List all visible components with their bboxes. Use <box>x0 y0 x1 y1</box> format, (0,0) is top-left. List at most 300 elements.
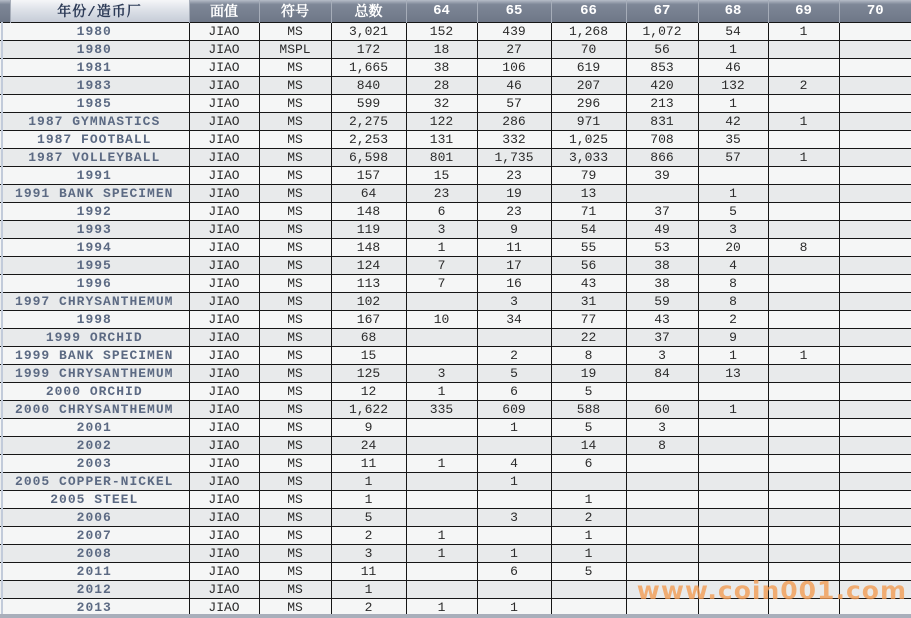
denomination-cell: JIAO <box>189 40 259 58</box>
grade-68-cell: 13 <box>698 364 768 382</box>
table-row <box>0 22 911 40</box>
year-mint-cell[interactable]: 2005 COPPER-NICKEL <box>0 472 189 490</box>
grade-65-cell: 23 <box>477 166 551 184</box>
grade-67-cell <box>626 382 698 400</box>
denomination-cell: JIAO <box>189 238 259 256</box>
year-mint-cell[interactable]: 2002 <box>0 436 189 454</box>
grade-66-cell: 43 <box>551 274 626 292</box>
grade-65-cell <box>477 328 551 346</box>
grade-69-cell <box>768 274 839 292</box>
total-cell: 24 <box>331 436 406 454</box>
grade-69-cell <box>768 544 839 562</box>
grade-66-cell: 71 <box>551 202 626 220</box>
column-header-grade-67: 67 <box>626 0 698 22</box>
table-row <box>0 472 911 490</box>
grade-64-cell <box>406 472 477 490</box>
grade-70-cell <box>839 454 911 472</box>
denomination-cell: JIAO <box>189 598 259 616</box>
grade-67-cell: 49 <box>626 220 698 238</box>
grade-68-cell: 4 <box>698 256 768 274</box>
total-cell: 102 <box>331 292 406 310</box>
grade-65-cell: 439 <box>477 22 551 40</box>
table-row <box>0 508 911 526</box>
grade-68-cell: 46 <box>698 58 768 76</box>
grade-66-cell: 19 <box>551 364 626 382</box>
table-row <box>0 220 911 238</box>
symbol-cell: MS <box>259 418 331 436</box>
year-mint-cell[interactable]: 1991 <box>0 166 189 184</box>
grade-68-cell: 1 <box>698 184 768 202</box>
symbol-cell: MS <box>259 184 331 202</box>
table-row <box>0 346 911 364</box>
table-row <box>0 58 911 76</box>
grade-68-cell: 132 <box>698 76 768 94</box>
grade-65-cell <box>477 490 551 508</box>
symbol-cell: MS <box>259 76 331 94</box>
denomination-cell: JIAO <box>189 382 259 400</box>
grade-66-cell: 14 <box>551 436 626 454</box>
total-cell: 2,253 <box>331 130 406 148</box>
symbol-cell: MS <box>259 382 331 400</box>
grade-64-cell: 28 <box>406 76 477 94</box>
total-cell: 119 <box>331 220 406 238</box>
symbol-cell: MSPL <box>259 40 331 58</box>
denomination-cell: JIAO <box>189 310 259 328</box>
symbol-cell: MS <box>259 58 331 76</box>
symbol-cell: MS <box>259 166 331 184</box>
grade-64-cell: 18 <box>406 40 477 58</box>
table-row <box>0 436 911 454</box>
grade-69-cell: 8 <box>768 238 839 256</box>
year-mint-cell[interactable]: 1981 <box>0 58 189 76</box>
grade-68-cell <box>698 472 768 490</box>
grade-67-cell: 56 <box>626 40 698 58</box>
grade-69-cell <box>768 400 839 418</box>
year-mint-cell[interactable]: 1999 CHRYSANTHEMUM <box>0 364 189 382</box>
grade-67-cell <box>626 472 698 490</box>
denomination-cell: JIAO <box>189 580 259 598</box>
symbol-cell: MS <box>259 472 331 490</box>
symbol-cell: MS <box>259 454 331 472</box>
grade-68-cell <box>698 436 768 454</box>
grade-64-cell: 3 <box>406 220 477 238</box>
grade-67-cell: 60 <box>626 400 698 418</box>
denomination-cell: JIAO <box>189 112 259 130</box>
symbol-cell: MS <box>259 508 331 526</box>
grade-68-cell <box>698 508 768 526</box>
denomination-cell: JIAO <box>189 508 259 526</box>
grade-68-cell: 1 <box>698 346 768 364</box>
grade-66-cell: 6 <box>551 454 626 472</box>
total-cell: 124 <box>331 256 406 274</box>
grade-69-cell: 1 <box>768 112 839 130</box>
total-cell: 157 <box>331 166 406 184</box>
symbol-cell: MS <box>259 94 331 112</box>
grade-66-cell: 8 <box>551 346 626 364</box>
grade-66-cell: 55 <box>551 238 626 256</box>
column-header-grade-70: 70 <box>839 0 911 22</box>
year-mint-cell[interactable]: 1985 <box>0 94 189 112</box>
grade-68-cell: 1 <box>698 94 768 112</box>
total-cell: 2 <box>331 598 406 616</box>
grade-70-cell <box>839 58 911 76</box>
table-row <box>0 562 911 580</box>
year-mint-cell[interactable]: 1995 <box>0 256 189 274</box>
grade-67-cell: 38 <box>626 274 698 292</box>
grade-69-cell <box>768 364 839 382</box>
column-header-grade-69: 69 <box>768 0 839 22</box>
grade-66-cell: 2 <box>551 508 626 526</box>
year-mint-cell[interactable]: 1980 <box>0 22 189 40</box>
grade-67-cell: 866 <box>626 148 698 166</box>
table-row <box>0 256 911 274</box>
table-row <box>0 364 911 382</box>
grade-66-cell: 207 <box>551 76 626 94</box>
symbol-cell: MS <box>259 310 331 328</box>
denomination-cell: JIAO <box>189 454 259 472</box>
total-cell: 1,665 <box>331 58 406 76</box>
grade-66-cell: 54 <box>551 220 626 238</box>
column-header-grade-65: 65 <box>477 0 551 22</box>
grade-64-cell: 1 <box>406 598 477 616</box>
grade-66-cell: 588 <box>551 400 626 418</box>
grade-65-cell: 34 <box>477 310 551 328</box>
grade-68-cell <box>698 418 768 436</box>
denomination-cell: JIAO <box>189 526 259 544</box>
symbol-cell: MS <box>259 22 331 40</box>
table-row <box>0 202 911 220</box>
symbol-cell: MS <box>259 256 331 274</box>
year-mint-cell[interactable]: 1987 FOOTBALL <box>0 130 189 148</box>
year-mint-cell[interactable]: 1980 <box>0 40 189 58</box>
table-row <box>0 130 911 148</box>
column-header-total: 总数 <box>331 0 406 22</box>
grade-69-cell: 1 <box>768 148 839 166</box>
total-cell: 113 <box>331 274 406 292</box>
grade-70-cell <box>839 76 911 94</box>
grade-70-cell <box>839 364 911 382</box>
grade-66-cell: 31 <box>551 292 626 310</box>
grade-70-cell <box>839 400 911 418</box>
year-mint-cell[interactable]: 1997 CHRYSANTHEMUM <box>0 292 189 310</box>
grade-64-cell: 152 <box>406 22 477 40</box>
grade-66-cell: 296 <box>551 94 626 112</box>
grade-66-cell: 1,268 <box>551 22 626 40</box>
symbol-cell: MS <box>259 292 331 310</box>
total-cell: 148 <box>331 202 406 220</box>
denomination-cell: JIAO <box>189 292 259 310</box>
grade-68-cell: 1 <box>698 400 768 418</box>
grade-66-cell: 79 <box>551 166 626 184</box>
year-mint-cell[interactable]: 1998 <box>0 310 189 328</box>
grade-67-cell: 3 <box>626 346 698 364</box>
grade-69-cell <box>768 328 839 346</box>
grade-65-cell: 1 <box>477 598 551 616</box>
grade-65-cell: 11 <box>477 238 551 256</box>
grade-69-cell <box>768 94 839 112</box>
year-mint-cell[interactable]: 1999 ORCHID <box>0 328 189 346</box>
year-mint-cell[interactable]: 2007 <box>0 526 189 544</box>
grade-64-cell <box>406 490 477 508</box>
year-mint-cell[interactable]: 1993 <box>0 220 189 238</box>
table-row <box>0 310 911 328</box>
year-mint-cell[interactable]: 2005 STEEL <box>0 490 189 508</box>
table-row <box>0 544 911 562</box>
grade-69-cell: 2 <box>768 76 839 94</box>
grade-65-cell: 1 <box>477 544 551 562</box>
total-cell: 11 <box>331 562 406 580</box>
grade-65-cell: 106 <box>477 58 551 76</box>
table-row <box>0 526 911 544</box>
total-cell: 2,275 <box>331 112 406 130</box>
grade-66-cell: 56 <box>551 256 626 274</box>
grade-68-cell <box>698 490 768 508</box>
grade-69-cell <box>768 166 839 184</box>
grade-70-cell <box>839 508 911 526</box>
year-mint-cell[interactable]: 1983 <box>0 76 189 94</box>
year-mint-cell[interactable]: 2001 <box>0 418 189 436</box>
grade-70-cell <box>839 526 911 544</box>
grade-66-cell <box>551 472 626 490</box>
grade-68-cell: 8 <box>698 274 768 292</box>
table-row <box>0 76 911 94</box>
grade-65-cell: 57 <box>477 94 551 112</box>
symbol-cell: MS <box>259 346 331 364</box>
grade-64-cell: 1 <box>406 454 477 472</box>
year-mint-cell[interactable]: 1991 BANK SPECIMEN <box>0 184 189 202</box>
denomination-cell: JIAO <box>189 346 259 364</box>
grade-69-cell <box>768 292 839 310</box>
grade-68-cell: 35 <box>698 130 768 148</box>
table-row <box>0 292 911 310</box>
symbol-cell: MS <box>259 220 331 238</box>
column-header-grade-64: 64 <box>406 0 477 22</box>
denomination-cell: JIAO <box>189 76 259 94</box>
denomination-cell: JIAO <box>189 58 259 76</box>
year-mint-cell[interactable]: 1987 GYMNASTICS <box>0 112 189 130</box>
grade-69-cell <box>768 130 839 148</box>
grade-69-cell <box>768 472 839 490</box>
grade-67-cell: 420 <box>626 76 698 94</box>
grade-68-cell: 9 <box>698 328 768 346</box>
grade-66-cell: 1 <box>551 490 626 508</box>
table-row <box>0 490 911 508</box>
grade-70-cell <box>839 436 911 454</box>
grade-65-cell: 6 <box>477 382 551 400</box>
table-row <box>0 184 911 202</box>
grade-67-cell: 1,072 <box>626 22 698 40</box>
grade-67-cell: 853 <box>626 58 698 76</box>
year-mint-cell[interactable]: 1994 <box>0 238 189 256</box>
grade-65-cell: 27 <box>477 40 551 58</box>
symbol-cell: MS <box>259 562 331 580</box>
year-mint-cell[interactable]: 2011 <box>0 562 189 580</box>
grade-67-cell: 43 <box>626 310 698 328</box>
grade-66-cell: 22 <box>551 328 626 346</box>
total-cell: 1 <box>331 472 406 490</box>
grade-70-cell <box>839 346 911 364</box>
grade-64-cell: 3 <box>406 364 477 382</box>
grade-65-cell: 4 <box>477 454 551 472</box>
year-mint-cell[interactable]: 1999 BANK SPECIMEN <box>0 346 189 364</box>
grade-65-cell: 5 <box>477 364 551 382</box>
symbol-cell: MS <box>259 130 331 148</box>
year-mint-cell[interactable]: 2003 <box>0 454 189 472</box>
total-cell: 11 <box>331 454 406 472</box>
grade-65-cell: 16 <box>477 274 551 292</box>
denomination-cell: JIAO <box>189 544 259 562</box>
grade-67-cell <box>626 454 698 472</box>
year-mint-cell[interactable]: 1987 VOLLEYBALL <box>0 148 189 166</box>
total-cell: 2 <box>331 526 406 544</box>
total-cell: 5 <box>331 508 406 526</box>
grade-69-cell: 1 <box>768 22 839 40</box>
table-row <box>0 148 911 166</box>
year-mint-cell[interactable]: 2000 ORCHID <box>0 382 189 400</box>
grade-67-cell <box>626 490 698 508</box>
grade-64-cell <box>406 328 477 346</box>
grade-65-cell: 6 <box>477 562 551 580</box>
grade-66-cell: 3,033 <box>551 148 626 166</box>
symbol-cell: MS <box>259 202 331 220</box>
total-cell: 1,622 <box>331 400 406 418</box>
table-row <box>0 418 911 436</box>
grade-67-cell <box>626 544 698 562</box>
symbol-cell: MS <box>259 436 331 454</box>
year-mint-cell[interactable]: 2000 CHRYSANTHEMUM <box>0 400 189 418</box>
grade-68-cell <box>698 562 768 580</box>
denomination-cell: JIAO <box>189 220 259 238</box>
total-cell: 1 <box>331 580 406 598</box>
grade-70-cell <box>839 544 911 562</box>
year-mint-cell[interactable]: 2006 <box>0 508 189 526</box>
symbol-cell: MS <box>259 400 331 418</box>
grade-64-cell: 23 <box>406 184 477 202</box>
symbol-cell: MS <box>259 490 331 508</box>
denomination-cell: JIAO <box>189 328 259 346</box>
header-spacer <box>0 0 10 22</box>
grade-64-cell: 7 <box>406 256 477 274</box>
year-mint-cell[interactable]: 2008 <box>0 544 189 562</box>
total-cell: 1 <box>331 490 406 508</box>
grade-64-cell <box>406 508 477 526</box>
denomination-cell: JIAO <box>189 166 259 184</box>
denomination-cell: JIAO <box>189 400 259 418</box>
grade-70-cell <box>839 292 911 310</box>
grade-65-cell: 9 <box>477 220 551 238</box>
total-cell: 3,021 <box>331 22 406 40</box>
year-mint-cell[interactable]: 2013 <box>0 598 189 616</box>
year-mint-cell[interactable]: 2012 <box>0 580 189 598</box>
grade-70-cell <box>839 112 911 130</box>
grade-67-cell: 39 <box>626 166 698 184</box>
total-cell: 3 <box>331 544 406 562</box>
grade-69-cell <box>768 580 839 598</box>
grade-67-cell: 708 <box>626 130 698 148</box>
total-cell: 68 <box>331 328 406 346</box>
total-cell: 125 <box>331 364 406 382</box>
bottom-strip <box>0 614 911 618</box>
grade-70-cell <box>839 490 911 508</box>
grade-68-cell <box>698 166 768 184</box>
grade-69-cell <box>768 202 839 220</box>
table-row <box>0 382 911 400</box>
grade-68-cell: 57 <box>698 148 768 166</box>
grade-65-cell <box>477 436 551 454</box>
grade-65-cell: 17 <box>477 256 551 274</box>
grade-68-cell: 5 <box>698 202 768 220</box>
denomination-cell: JIAO <box>189 490 259 508</box>
grade-70-cell <box>839 238 911 256</box>
grade-69-cell <box>768 526 839 544</box>
grade-70-cell <box>839 94 911 112</box>
grade-64-cell <box>406 418 477 436</box>
symbol-cell: MS <box>259 526 331 544</box>
grade-68-cell <box>698 382 768 400</box>
grade-69-cell: 1 <box>768 346 839 364</box>
grade-64-cell: 335 <box>406 400 477 418</box>
grade-70-cell <box>839 202 911 220</box>
grade-64-cell <box>406 292 477 310</box>
grade-65-cell: 2 <box>477 346 551 364</box>
grade-65-cell <box>477 526 551 544</box>
census-table-body <box>0 22 911 616</box>
grade-69-cell <box>768 418 839 436</box>
grade-65-cell: 23 <box>477 202 551 220</box>
header-row <box>0 0 911 22</box>
grade-67-cell <box>626 526 698 544</box>
grade-67-cell: 38 <box>626 256 698 274</box>
grade-70-cell <box>839 418 911 436</box>
denomination-cell: JIAO <box>189 130 259 148</box>
grade-67-cell: 831 <box>626 112 698 130</box>
denomination-cell: JIAO <box>189 184 259 202</box>
grade-67-cell <box>626 508 698 526</box>
grade-66-cell: 971 <box>551 112 626 130</box>
symbol-cell: MS <box>259 580 331 598</box>
grade-69-cell <box>768 256 839 274</box>
table-row <box>0 454 911 472</box>
year-mint-cell[interactable]: 1996 <box>0 274 189 292</box>
grade-69-cell <box>768 220 839 238</box>
grade-68-cell: 1 <box>698 40 768 58</box>
grade-65-cell: 1 <box>477 472 551 490</box>
grade-65-cell: 19 <box>477 184 551 202</box>
grade-68-cell <box>698 544 768 562</box>
denomination-cell: JIAO <box>189 418 259 436</box>
grade-69-cell <box>768 40 839 58</box>
grade-70-cell <box>839 472 911 490</box>
symbol-cell: MS <box>259 544 331 562</box>
grade-70-cell <box>839 562 911 580</box>
total-cell: 167 <box>331 310 406 328</box>
total-cell: 12 <box>331 382 406 400</box>
grade-70-cell <box>839 382 911 400</box>
column-header-grade-68: 68 <box>698 0 768 22</box>
grade-66-cell: 1,025 <box>551 130 626 148</box>
total-cell: 148 <box>331 238 406 256</box>
grade-66-cell: 5 <box>551 418 626 436</box>
grade-67-cell: 37 <box>626 202 698 220</box>
year-mint-cell[interactable]: 1992 <box>0 202 189 220</box>
grade-70-cell <box>839 130 911 148</box>
grade-69-cell <box>768 184 839 202</box>
grade-70-cell <box>839 256 911 274</box>
grade-65-cell: 3 <box>477 508 551 526</box>
grade-66-cell: 1 <box>551 544 626 562</box>
grade-66-cell: 77 <box>551 310 626 328</box>
column-header-denomination: 面值 <box>189 0 259 22</box>
